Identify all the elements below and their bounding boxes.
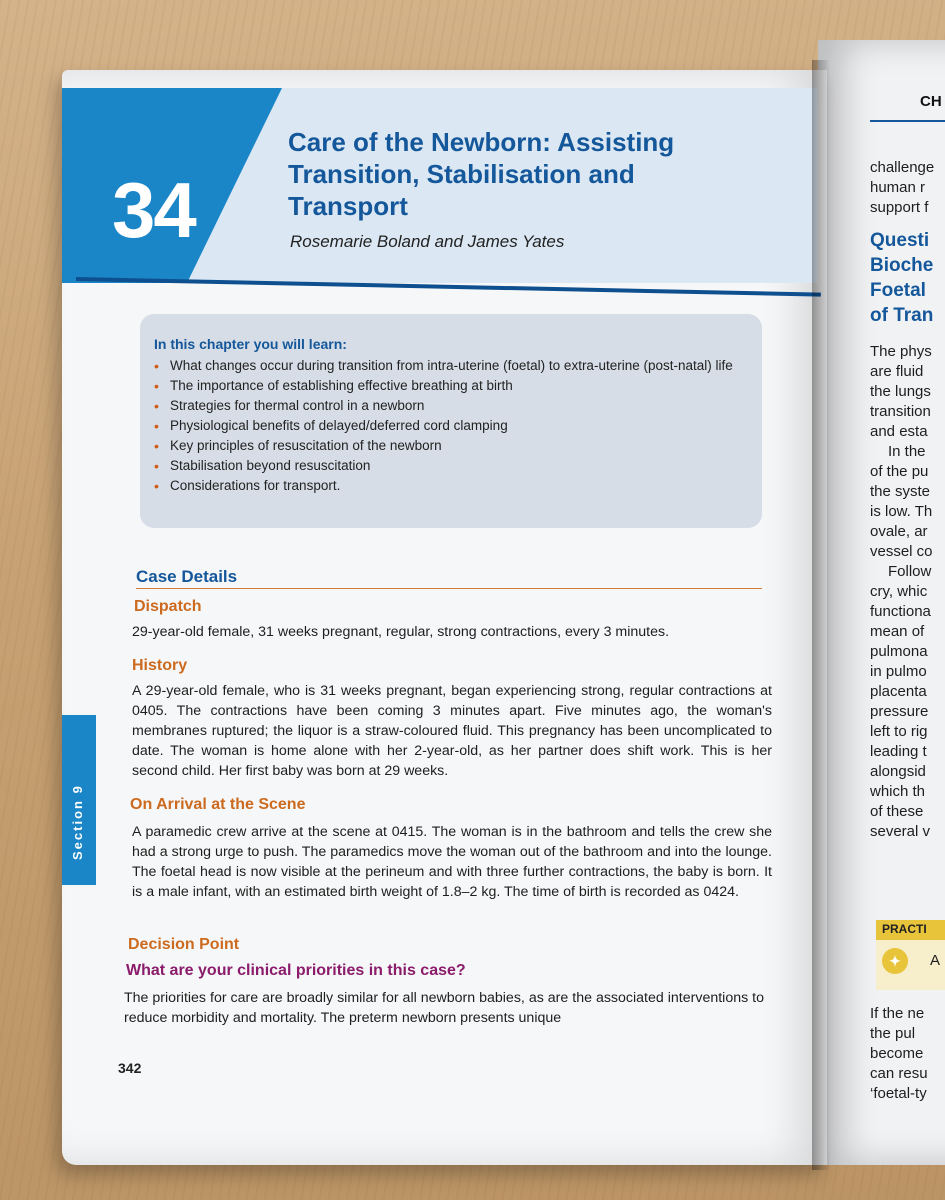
right-page [818, 40, 945, 1165]
right-page-line: mean of [870, 623, 925, 640]
right-page-line: and esta [870, 423, 928, 440]
list-item: • The importance of establishing effective breathing at birth [152, 376, 742, 396]
practice-text: A [930, 952, 941, 969]
right-page-line: vessel co [870, 543, 933, 560]
right-page-line: pressure [870, 703, 929, 720]
right-page-line: are fluid [870, 363, 924, 380]
learning-objectives-box [140, 314, 762, 528]
right-running-head: CH [920, 93, 942, 110]
right-page-line: ovale, ar [870, 523, 928, 540]
section-tab [62, 715, 96, 885]
chapter-number: 34 [112, 166, 195, 254]
right-page-line: of the pu [870, 463, 929, 480]
history-text: A 29-year-old female, who is 31 weeks pregnant, began experiencing strong, regular contractions at 0405. The contractions have been coming 3 minutes apart. Five minutes ago, the woman's membranes ruptured; the liquor is a straw-coloured fluid. This pregnancy has been uncomplicated to date. The woman is home alone with her 2-year-old, as her partner does shift work. This is her second child. Her first baby was born at 29 weeks. [132, 683, 772, 779]
right-page-line: Follow [888, 563, 932, 580]
right-page-line: the pul [870, 1025, 916, 1042]
dispatch-text: 29-year-old female, 31 weeks pregnant, regular, strong contractions, every 3 minutes. [132, 624, 670, 640]
lightbulb-icon: ✦ [882, 948, 908, 974]
right-page-line: in pulmo [870, 663, 927, 680]
book-gutter [812, 60, 830, 1170]
left-page [62, 70, 827, 1165]
arrival-text: A paramedic crew arrive at the scene at 0415. The woman is in the bathroom and tells the crew she had a strong urge to push. The paramedics move the woman out of the bathroom and into the lounge. The foetal head is now visible at the perineum and with three further contractions, the baby is born. It is a male infant, with an estimated birth weight of 1.8–2 kg. The time of birth is recorded as 0424. [132, 824, 772, 900]
decision-point-heading: Decision Point [128, 936, 240, 953]
practice-label: PRACTI [876, 920, 945, 940]
right-page-line: can resu [870, 1065, 928, 1082]
right-page-line: is low. Th [870, 503, 933, 520]
arrival-heading: On Arrival at the Scene [130, 796, 306, 813]
list-item: • Strategies for thermal control in a newborn [152, 396, 742, 416]
page-number: 342 [118, 1060, 142, 1076]
right-page-line: functiona [870, 603, 931, 620]
right-page-line: placenta [870, 683, 927, 700]
right-page-line: The phys [870, 343, 932, 360]
right-page-line: of Tran [870, 305, 934, 326]
right-page-line: leading t [870, 743, 927, 760]
learning-objectives-list [152, 356, 742, 496]
learning-objectives-heading: In this chapter you will learn: [154, 336, 347, 352]
right-page-line: support f [870, 199, 929, 216]
dispatch-heading: Dispatch [134, 598, 202, 615]
right-page-line: several v [870, 823, 931, 840]
list-item: • Considerations for transport. [152, 476, 742, 496]
list-item: • Key principles of resuscitation of the newborn [152, 436, 742, 456]
right-page-line: Foetal [870, 280, 926, 301]
right-page-line: which th [870, 783, 926, 800]
right-page-line: ‘foetal-ty [870, 1085, 927, 1102]
right-page-line: Bioche [870, 255, 934, 276]
right-page-line: human r [870, 179, 926, 196]
decision-question: What are your clinical priorities in this case? [126, 962, 466, 979]
right-page-line: transition [870, 403, 931, 420]
right-page-line: If the ne [870, 1005, 925, 1022]
right-page-line: challenge [870, 159, 935, 176]
right-page-line: Questi [870, 230, 930, 251]
case-details-heading: Case Details [136, 567, 238, 586]
right-page-line: become [870, 1045, 924, 1062]
right-page-line: pulmona [870, 643, 928, 660]
right-page-line: cry, whic [870, 583, 928, 600]
chapter-number-wedge [187, 88, 282, 283]
right-page-line: In the [888, 443, 926, 460]
list-item: • Physiological benefits of delayed/deferred cord clamping [152, 416, 742, 436]
history-heading: History [132, 657, 188, 674]
case-details-rule [136, 588, 762, 589]
right-page-line: alongsid [870, 763, 926, 780]
right-page-line: left to rig [870, 723, 928, 740]
right-page-line: of these [870, 803, 924, 820]
section-label: Section 9 [70, 784, 85, 860]
right-page-line: the syste [870, 483, 931, 500]
chapter-title: Care of the Newborn: Assisting Transition, Stabilisation and Transport [288, 127, 675, 221]
right-head-rule [870, 120, 945, 122]
decision-text: The priorities for care are broadly similar for all newborn babies, as are the associated interventions to reduce morbidity and mortality. The preterm newborn presents unique [124, 990, 764, 1026]
chapter-authors: Rosemarie Boland and James Yates [290, 232, 565, 251]
list-item: • Stabilisation beyond resuscitation [152, 456, 742, 476]
list-item: • What changes occur during transition from intra-uterine (foetal) to extra-uterine (post-natal) life [152, 356, 742, 376]
right-page-line: the lungs [870, 383, 931, 400]
